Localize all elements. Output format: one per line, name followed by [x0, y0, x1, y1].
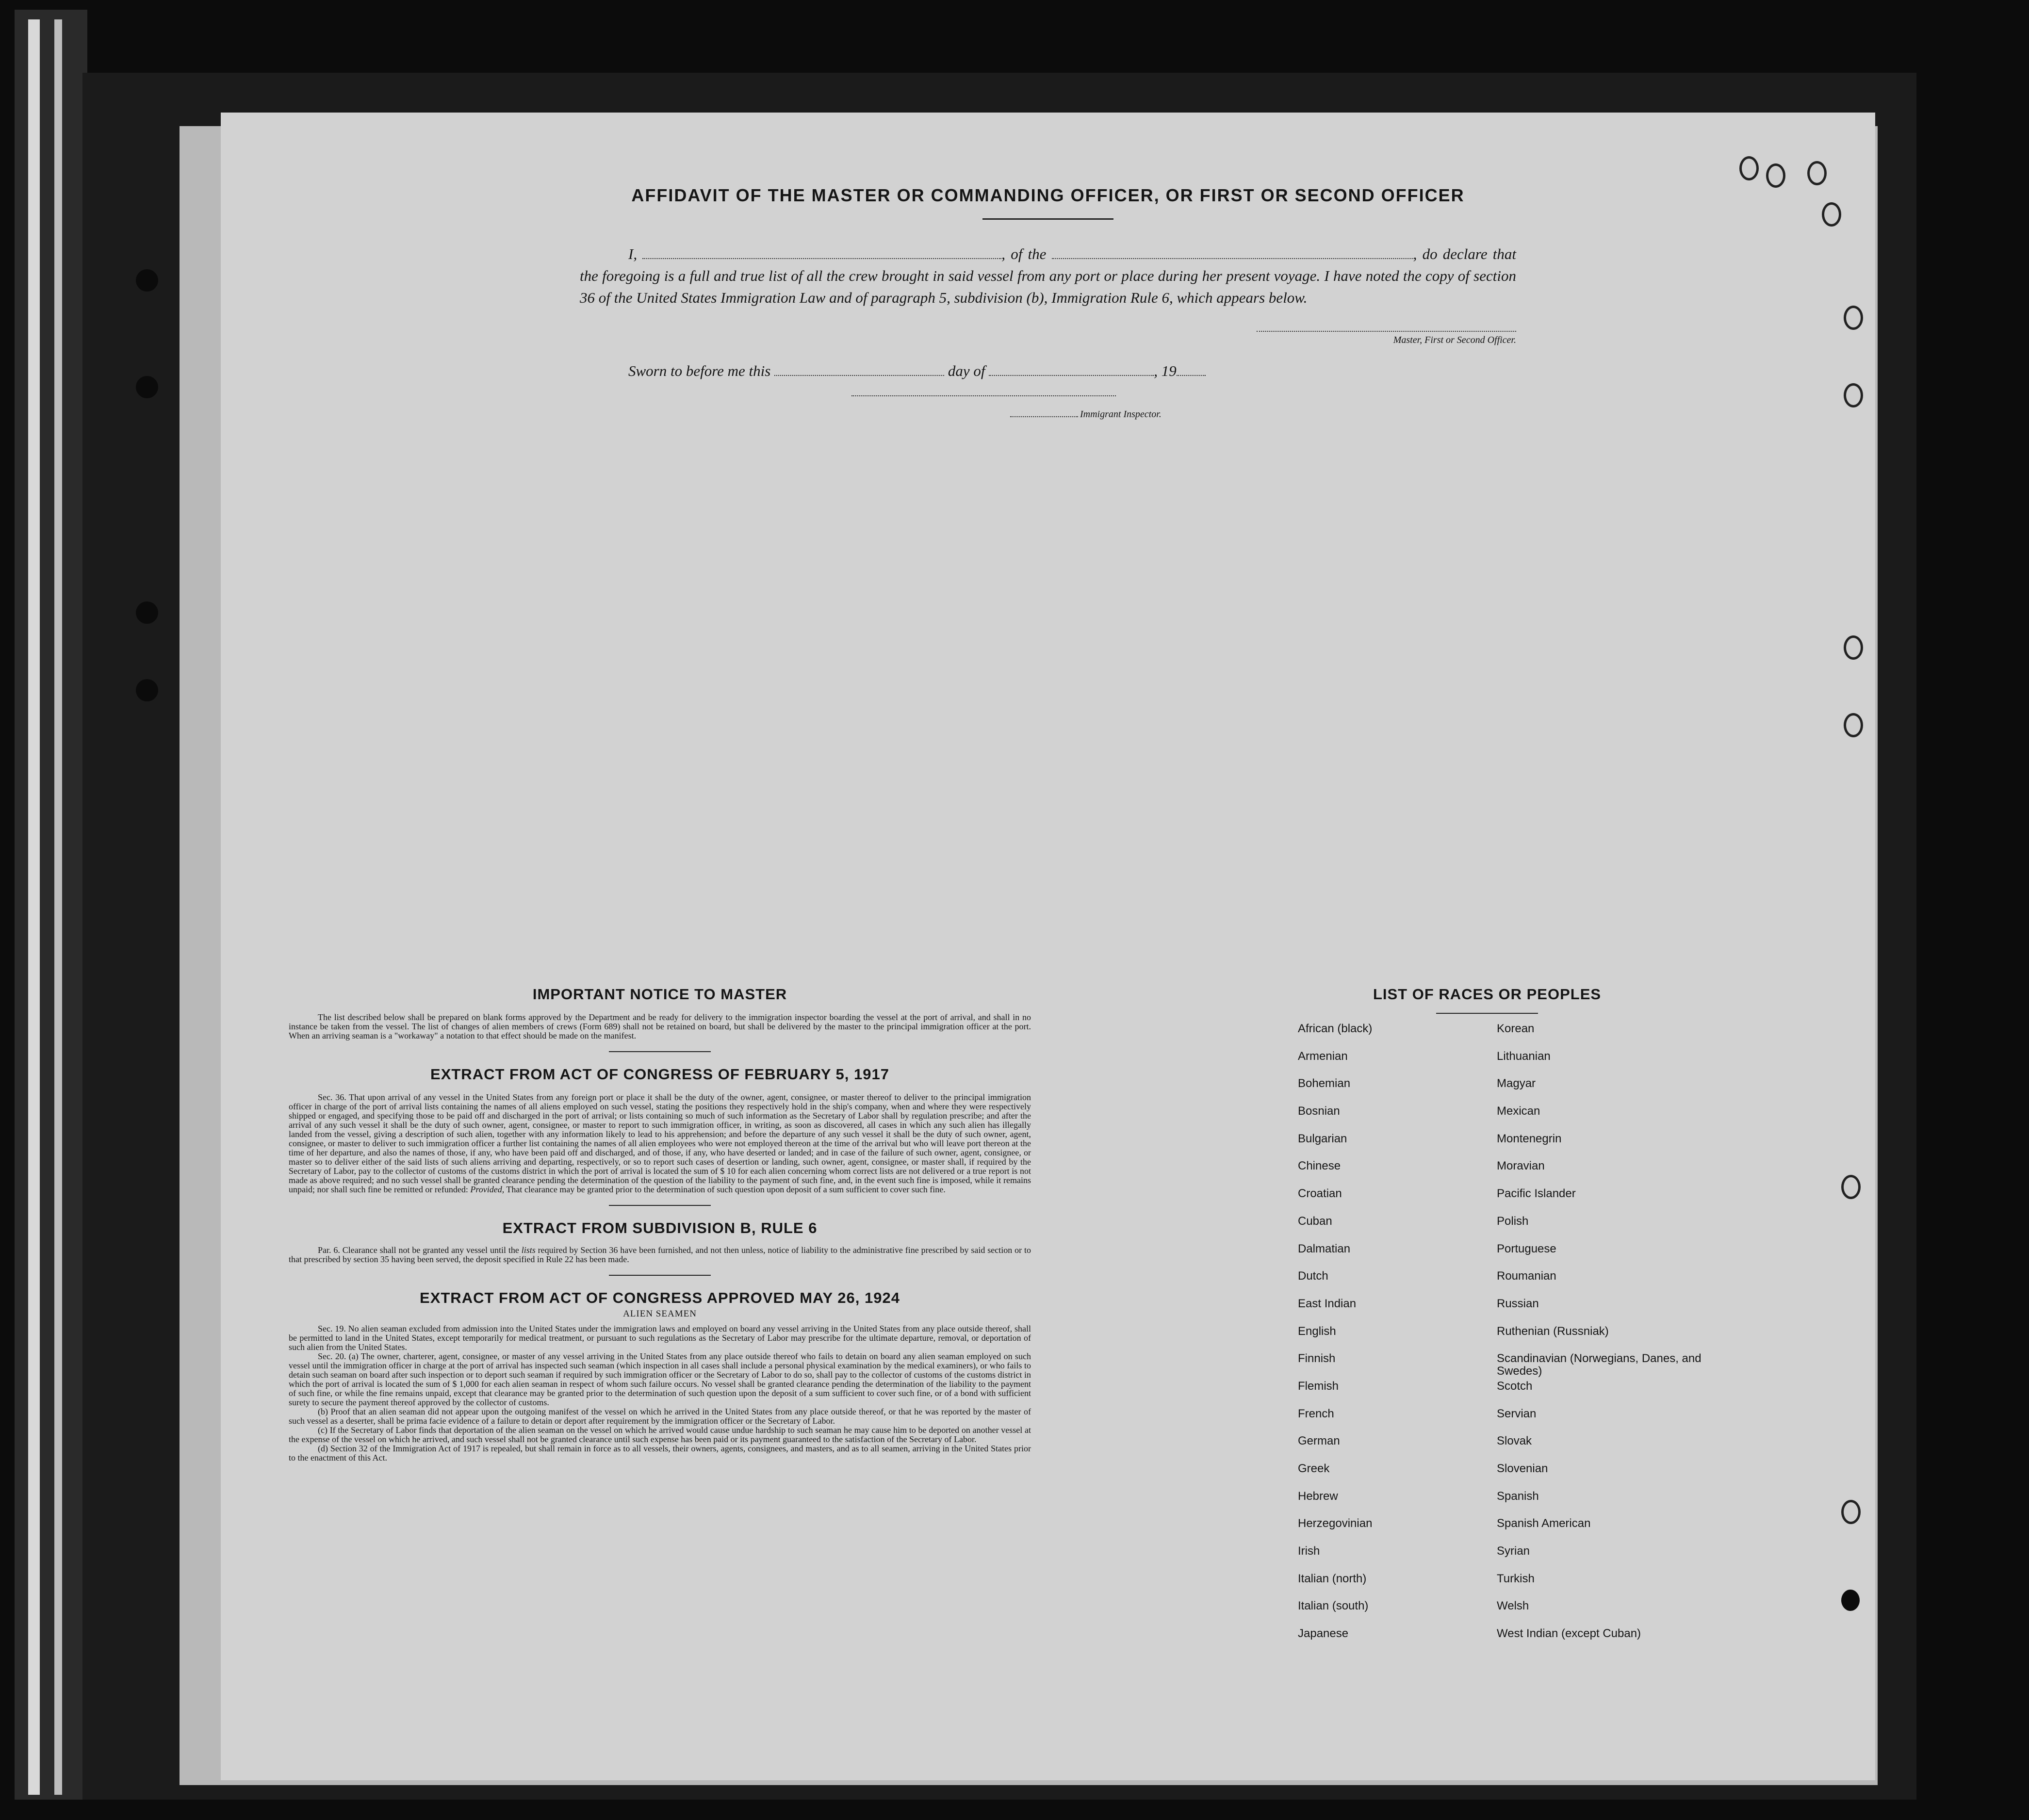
- affidavit-section: [580, 185, 1516, 420]
- notice-title: IMPORTANT NOTICE TO MASTER: [532, 986, 787, 1003]
- punch-hole: [1822, 202, 1841, 227]
- binder-hole-2: [136, 376, 158, 398]
- year-prefix: , 19: [1154, 362, 1177, 379]
- races-list-section: [1269, 986, 1705, 1655]
- races-rule: [1436, 1013, 1538, 1014]
- punch-hole: [1766, 163, 1785, 188]
- punch-hole: [1844, 306, 1863, 330]
- race-item: Slovak: [1497, 1434, 1532, 1448]
- extract-rule6-title: EXTRACT FROM SUBDIVISION B, RULE 6: [502, 1219, 818, 1236]
- race-item: Bosnian: [1298, 1105, 1340, 1118]
- race-item: Scotch: [1497, 1379, 1533, 1393]
- race-item: Italian (north): [1298, 1572, 1367, 1585]
- punch-hole: [1807, 161, 1827, 185]
- race-item: Cuban: [1298, 1214, 1332, 1228]
- race-item: Armenian: [1298, 1049, 1348, 1063]
- affidavit-title: AFFIDAVIT OF THE MASTER OR COMMANDING OFFICER, OR FIRST OR SECOND OFFICER: [631, 185, 1465, 205]
- race-item: Finnish: [1298, 1352, 1336, 1365]
- race-item: Polish: [1497, 1214, 1529, 1228]
- notice-text: The list described below shall be prepared on blank forms approved by the Department and be ready for delivery to the immigration inspector boarding the vessel at the port of arrival, and shall in no instance be taken from the vessel. The list of changes of alien members of crews (Form 689) shall not be retained on board, but shall be delivered by the master to the principal immigration officer at the port. When an arriving seaman is a "workaway" a notation to that effect should be made on the manifest.: [289, 1012, 1031, 1040]
- race-item: Herzegovinian: [1298, 1517, 1373, 1530]
- form-sheet: [221, 113, 1875, 1780]
- race-item: Servian: [1497, 1407, 1537, 1420]
- title-rule: [982, 218, 1113, 220]
- race-item: Japanese: [1298, 1627, 1349, 1641]
- race-item: Syrian: [1497, 1544, 1530, 1558]
- alien-seamen-subtitle: ALIEN SEAMEN: [623, 1309, 697, 1319]
- inspector-label: Immigrant Inspector.: [1080, 409, 1162, 420]
- race-item: Chinese: [1298, 1159, 1341, 1173]
- extract-1924-paragraph: (b) Proof that an alien seaman did not appear upon the outgoing manifest of the vessel on which he arrived in the United States from any place outside thereof, or that he was reported by the master of such vessel as a deserter, shall be prima facie evidence of a failure to detain or deport after requirement by the immigration officer or the Secretary of Labor.: [289, 1407, 1031, 1426]
- binder-hole-1: [136, 269, 158, 292]
- extract-1917-title: EXTRACT FROM ACT OF CONGRESS OF FEBRUARY 5, 1917: [430, 1066, 889, 1083]
- race-item: Bulgarian: [1298, 1132, 1347, 1145]
- race-item: English: [1298, 1324, 1336, 1338]
- extract-rule6-text-b: required by Section 36 have been furnished, and not then unless, notice of liability to the administrative fine prescribed by said section or to that prescribed by section 35 having been served, the deposit specified in Rule 22 has been made.: [289, 1245, 1031, 1264]
- section-rule: [609, 1205, 711, 1206]
- sworn-line: [580, 362, 1516, 380]
- vessel-name-field[interactable]: [1052, 245, 1413, 259]
- extract-1924-paragraph: (d) Section 32 of the Immigration Act of 1917 is repealed, but shall remain in force as to all vessels, their owners, agents, consignees, and masters, and as to all seamen, arriving in the United States prior to the enactment of this Act.: [289, 1444, 1031, 1462]
- race-item: Pacific Islander: [1497, 1187, 1576, 1201]
- inspector-signature-field[interactable]: [851, 395, 1116, 396]
- extract-1924-paragraph: (c) If the Secretary of Labor finds that deportation of the alien seaman on the vessel on which he arrived would cause undue hardship to such seaman he may cause him to be deported on another vessel at the expense of the vessel on which he arrived, and such vessel shall not be granted clearance until such expense has been paid or its payment guaranteed to the satisfaction of the Secretary of Labor.: [289, 1425, 1031, 1444]
- race-item: Korean: [1497, 1022, 1535, 1035]
- punch-hole: [1739, 156, 1759, 180]
- extract-1924-title: EXTRACT FROM ACT OF CONGRESS APPROVED MAY 26, 1924: [420, 1289, 900, 1306]
- punch-hole: [1844, 713, 1863, 737]
- punch-hole: [1844, 635, 1863, 660]
- inspector-name-dots: [1010, 409, 1078, 417]
- extract-rule6-text: [289, 1246, 1031, 1264]
- declaration-body: that the foregoing is a full and true list of all the crew brought in said vessel from any port or place during her present voyage. I have noted the copy of section 36 of the United States Immigration Law and of paragraph 5, subdivision (b), Immigration Rule 6, which appears below.: [580, 245, 1517, 306]
- punch-hole: [1841, 1500, 1861, 1524]
- race-item: Irish: [1298, 1544, 1320, 1558]
- race-item: Scandinavian (Norwegians, Danes, and Swedes): [1497, 1352, 1702, 1378]
- extract-1917-body: Sec. 36. That upon arrival of any vessel in the United States from any foreign port or place it shall be the duty of the owner, agent, consignee, or master thereof to deliver to the principal immigration officer in charge of the port of arrival lists containing the names of all aliens employed on such vessel, stating the positions they respectively hold in the ship's company, when and where they were respectively shipped or engaged, and specifying those to be paid off and discharged in the port of arrival; or lists containing so much of such information as the Secretary of Labor shall by regulation prescribe; and after the arrival of any such vessel it shall be the duty of such owner, agent, consignee, or master to report to such immigration officer, in writing, as soon as discovered, all cases in which any such alien has illegally landed from the vessel, giving a description of such alien, together with any information likely to lead to his apprehension; and before the departure of any such vessel it shall be the duty of such owner, agent, consignee, or master to deliver to such immigration officer a further list containing the names of all alien employees who were not employed thereon at the time of the arrival but who will leave port thereon at the time of her departure, and also the names of those, if any, who have been paid off and discharged, and of those, if any, who have deserted or landed; and in case of the failure of such owner, agent, consignee, or master so to deliver either of the said lists of such aliens arriving and departing, respectively, or so to report such cases of desertion or landing, such owner, agent, consignee, or master shall, if required by the Secretary of Labor, pay to the collector of customs of the customs district in which the port of arrival is located the sum of $ 10 for each alien concerning whom correct lists are not delivered or a true report is not made as above required; and no such vessel shall be granted clearance pending the determination of the question of the liability to the payment of such fine, and, in the event such fine is imposed, while it remains unpaid; nor shall such fine be remitted or refunded:: [289, 1092, 1031, 1194]
- declaration-i: I,: [628, 245, 638, 262]
- race-item: Dalmatian: [1298, 1242, 1351, 1255]
- race-item: Russian: [1497, 1297, 1539, 1310]
- punch-hole-filled: [1841, 1590, 1860, 1611]
- master-signature-field[interactable]: [1257, 331, 1516, 346]
- declaration-do-declare: , do declare: [1413, 245, 1488, 262]
- extract-rule6-lists: lists: [521, 1245, 536, 1255]
- races-grid: [1269, 1023, 1705, 1655]
- punch-hole: [1844, 383, 1863, 407]
- race-item: Bohemian: [1298, 1077, 1351, 1090]
- legal-notices-column: [289, 986, 1031, 1462]
- race-item: Spanish: [1497, 1489, 1539, 1503]
- race-item: Flemish: [1298, 1379, 1339, 1393]
- race-item: Turkish: [1497, 1572, 1535, 1585]
- race-item: Portuguese: [1497, 1242, 1556, 1255]
- section-rule: [609, 1051, 711, 1052]
- day-of-text: day of: [948, 362, 985, 379]
- race-item: Dutch: [1298, 1269, 1328, 1283]
- binder-hole-4: [136, 679, 158, 701]
- extract-1924-paragraph: Sec. 20. (a) The owner, charterer, agent, consignee, or master of any vessel arriving in the United States from any place outside thereof who fails to detain on board any alien seaman employed on such vessel until the immigration officer in charge at the port of arrival has inspected such seaman (which inspection in all cases shall include a personal physical examination by the medical examiners), or who fails to detain such seaman on board after such inspection or to deport such seaman if required by such immigration officer or the Secretary of Labor to do so, shall pay to the collector of customs of the customs district in which the port of arrival is located the sum of $ 1,000 for each alien seaman in respect of whom such failure occurs. No vessel shall be granted clearance pending the determination of the liability to the payment of such fine, or while the fine remains unpaid, except that clearance may be granted prior to the determination of such question upon the deposit of a sum sufficient to cover such fine, or of a bond with sufficient surety to secure the payment thereof approved by the collector of customs.: [289, 1351, 1031, 1407]
- declaration-text: [580, 243, 1516, 309]
- race-item: French: [1298, 1407, 1334, 1420]
- race-item: Mexican: [1497, 1105, 1540, 1118]
- race-item: East Indian: [1298, 1297, 1357, 1310]
- extract-1917-text: [289, 1093, 1031, 1194]
- declaration-of-the: , of the: [1001, 245, 1047, 262]
- race-item: Spanish American: [1497, 1517, 1591, 1530]
- section-rule: [609, 1275, 711, 1276]
- inspector-label-row: [1010, 409, 1516, 420]
- race-item: Moravian: [1497, 1159, 1545, 1173]
- extract-rule6-text-a: Par. 6. Clearance shall not be granted any vessel until the: [318, 1245, 519, 1255]
- race-item: Slovenian: [1497, 1462, 1548, 1475]
- binder-page-edge: [28, 19, 40, 1795]
- race-item: Ruthenian (Russniak): [1497, 1324, 1609, 1338]
- binder-strip: [15, 10, 87, 1800]
- sworn-text: Sworn to before me this: [628, 362, 771, 379]
- binder-hole-3: [136, 601, 158, 624]
- punch-hole: [1841, 1175, 1861, 1199]
- race-item: Magyar: [1497, 1077, 1536, 1090]
- sworn-date-field[interactable]: [774, 362, 944, 376]
- races-title: LIST OF RACES OR PEOPLES: [1373, 986, 1602, 1003]
- race-item: Roumanian: [1497, 1269, 1556, 1283]
- race-item: Italian (south): [1298, 1599, 1369, 1613]
- race-item: African (black): [1298, 1022, 1373, 1035]
- race-item: Lithuanian: [1497, 1049, 1551, 1063]
- officer-name-field[interactable]: [642, 245, 1001, 259]
- signature-label: Master, First or Second Officer.: [1393, 335, 1516, 345]
- race-item: Montenegrin: [1497, 1132, 1562, 1145]
- binder-page-edge-2: [54, 19, 62, 1795]
- race-item: German: [1298, 1434, 1340, 1448]
- race-item: Greek: [1298, 1462, 1330, 1475]
- extract-1917-provided: Provided,: [470, 1185, 505, 1194]
- sworn-month-field[interactable]: [989, 362, 1154, 376]
- race-item: Hebrew: [1298, 1489, 1338, 1503]
- race-item: Welsh: [1497, 1599, 1529, 1613]
- extract-1924-paragraph: Sec. 19. No alien seaman excluded from admission into the United States under the immigration laws and employed on board any vessel arriving in the United States from any place outside thereof, shall be permitted to land in the United States, except temporarily for medical treatment, or pursuant to such regulations as the Secretary of Labor may prescribe for the ultimate departure, removal, or deportation of such alien from the United States.: [289, 1324, 1031, 1352]
- extract-1917-end: That clearance may be granted prior to the determination of such question upon deposit of a sum sufficient to cover such fine.: [506, 1185, 946, 1194]
- race-item: West Indian (except Cuban): [1497, 1627, 1641, 1641]
- race-item: Croatian: [1298, 1187, 1342, 1201]
- sworn-year-field[interactable]: [1177, 362, 1206, 376]
